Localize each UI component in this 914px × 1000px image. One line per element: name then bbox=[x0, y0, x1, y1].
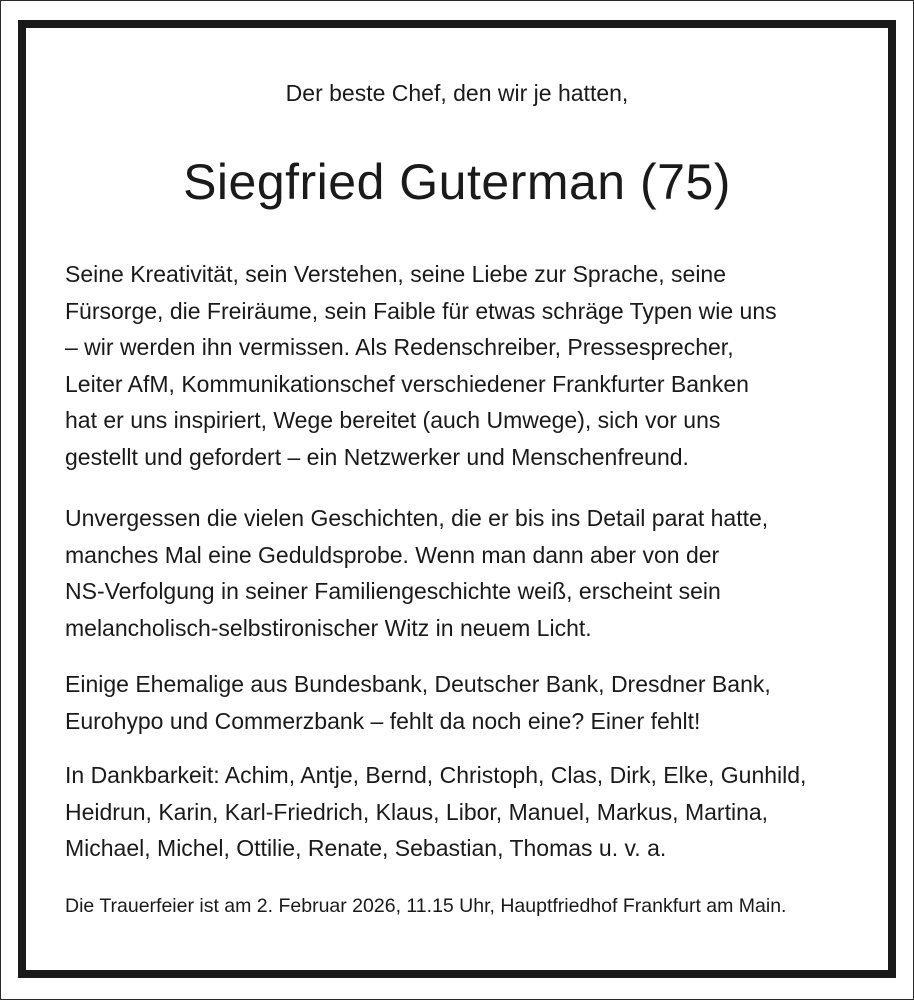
text-line: – wir werden ihn vermissen. Als Redenschreiber, Pressesprecher, bbox=[65, 334, 734, 361]
funeral-notice: Die Trauerfeier ist am 2. Februar 2026, 11.15 Uhr, Hauptfriedhof Frankfurt am Main. bbox=[65, 895, 787, 917]
text-line: manches Mal eine Geduldsprobe. Wenn man dann aber von der bbox=[65, 541, 720, 568]
text-line: Leiter AfM, Kommunikationschef verschiedener Frankfurter Banken bbox=[65, 370, 749, 397]
deceased-name: Siegfried Guterman (75) bbox=[183, 154, 731, 210]
text-line: Unvergessen die vielen Geschichten, die er bis ins Detail parat hatte, bbox=[65, 505, 769, 531]
text-line: melancholisch-selbstironischer Witz in neuem Licht. bbox=[65, 614, 592, 641]
text-line: Seine Kreativität, sein Verstehen, seine Liebe zur Sprache, seine bbox=[65, 261, 727, 287]
paragraph-stories bbox=[65, 500, 865, 646]
text-line: NS-Verfolgung in seiner Familiengeschichte weiß, erscheint sein bbox=[65, 578, 721, 605]
text-line: Eurohypo und Commerzbank – fehlt da noch eine? Einer fehlt! bbox=[65, 707, 701, 734]
text-line: Fürsorge, die Freiräume, sein Faible für etwas schräge Typen wie uns bbox=[65, 297, 777, 324]
text-line: gestellt und gefordert – ein Netzwerker und Menschenfreund. bbox=[65, 443, 689, 470]
text-line: hat er uns inspiriert, Wege bereitet (auch Umwege), sich vor uns bbox=[65, 407, 721, 434]
paragraph-tribute bbox=[65, 256, 865, 476]
text-line: Einige Ehemalige aus Bundesbank, Deutscher Bank, Dresdner Bank, bbox=[65, 671, 771, 697]
intro-line: Der beste Chef, den wir je hatten, bbox=[285, 80, 629, 106]
text-line: Heidrun, Karin, Karl-Friedrich, Klaus, Libor, Manuel, Markus, Martina, bbox=[65, 798, 769, 825]
text-line: Michael, Michel, Ottilie, Renate, Sebastian, Thomas u. v. a. bbox=[65, 835, 667, 862]
paragraph-signatories bbox=[65, 757, 865, 867]
text-line: In Dankbarkeit: Achim, Antje, Bernd, Christoph, Clas, Dirk, Elke, Gunhild, bbox=[65, 762, 807, 788]
paragraph-banks bbox=[65, 666, 865, 739]
